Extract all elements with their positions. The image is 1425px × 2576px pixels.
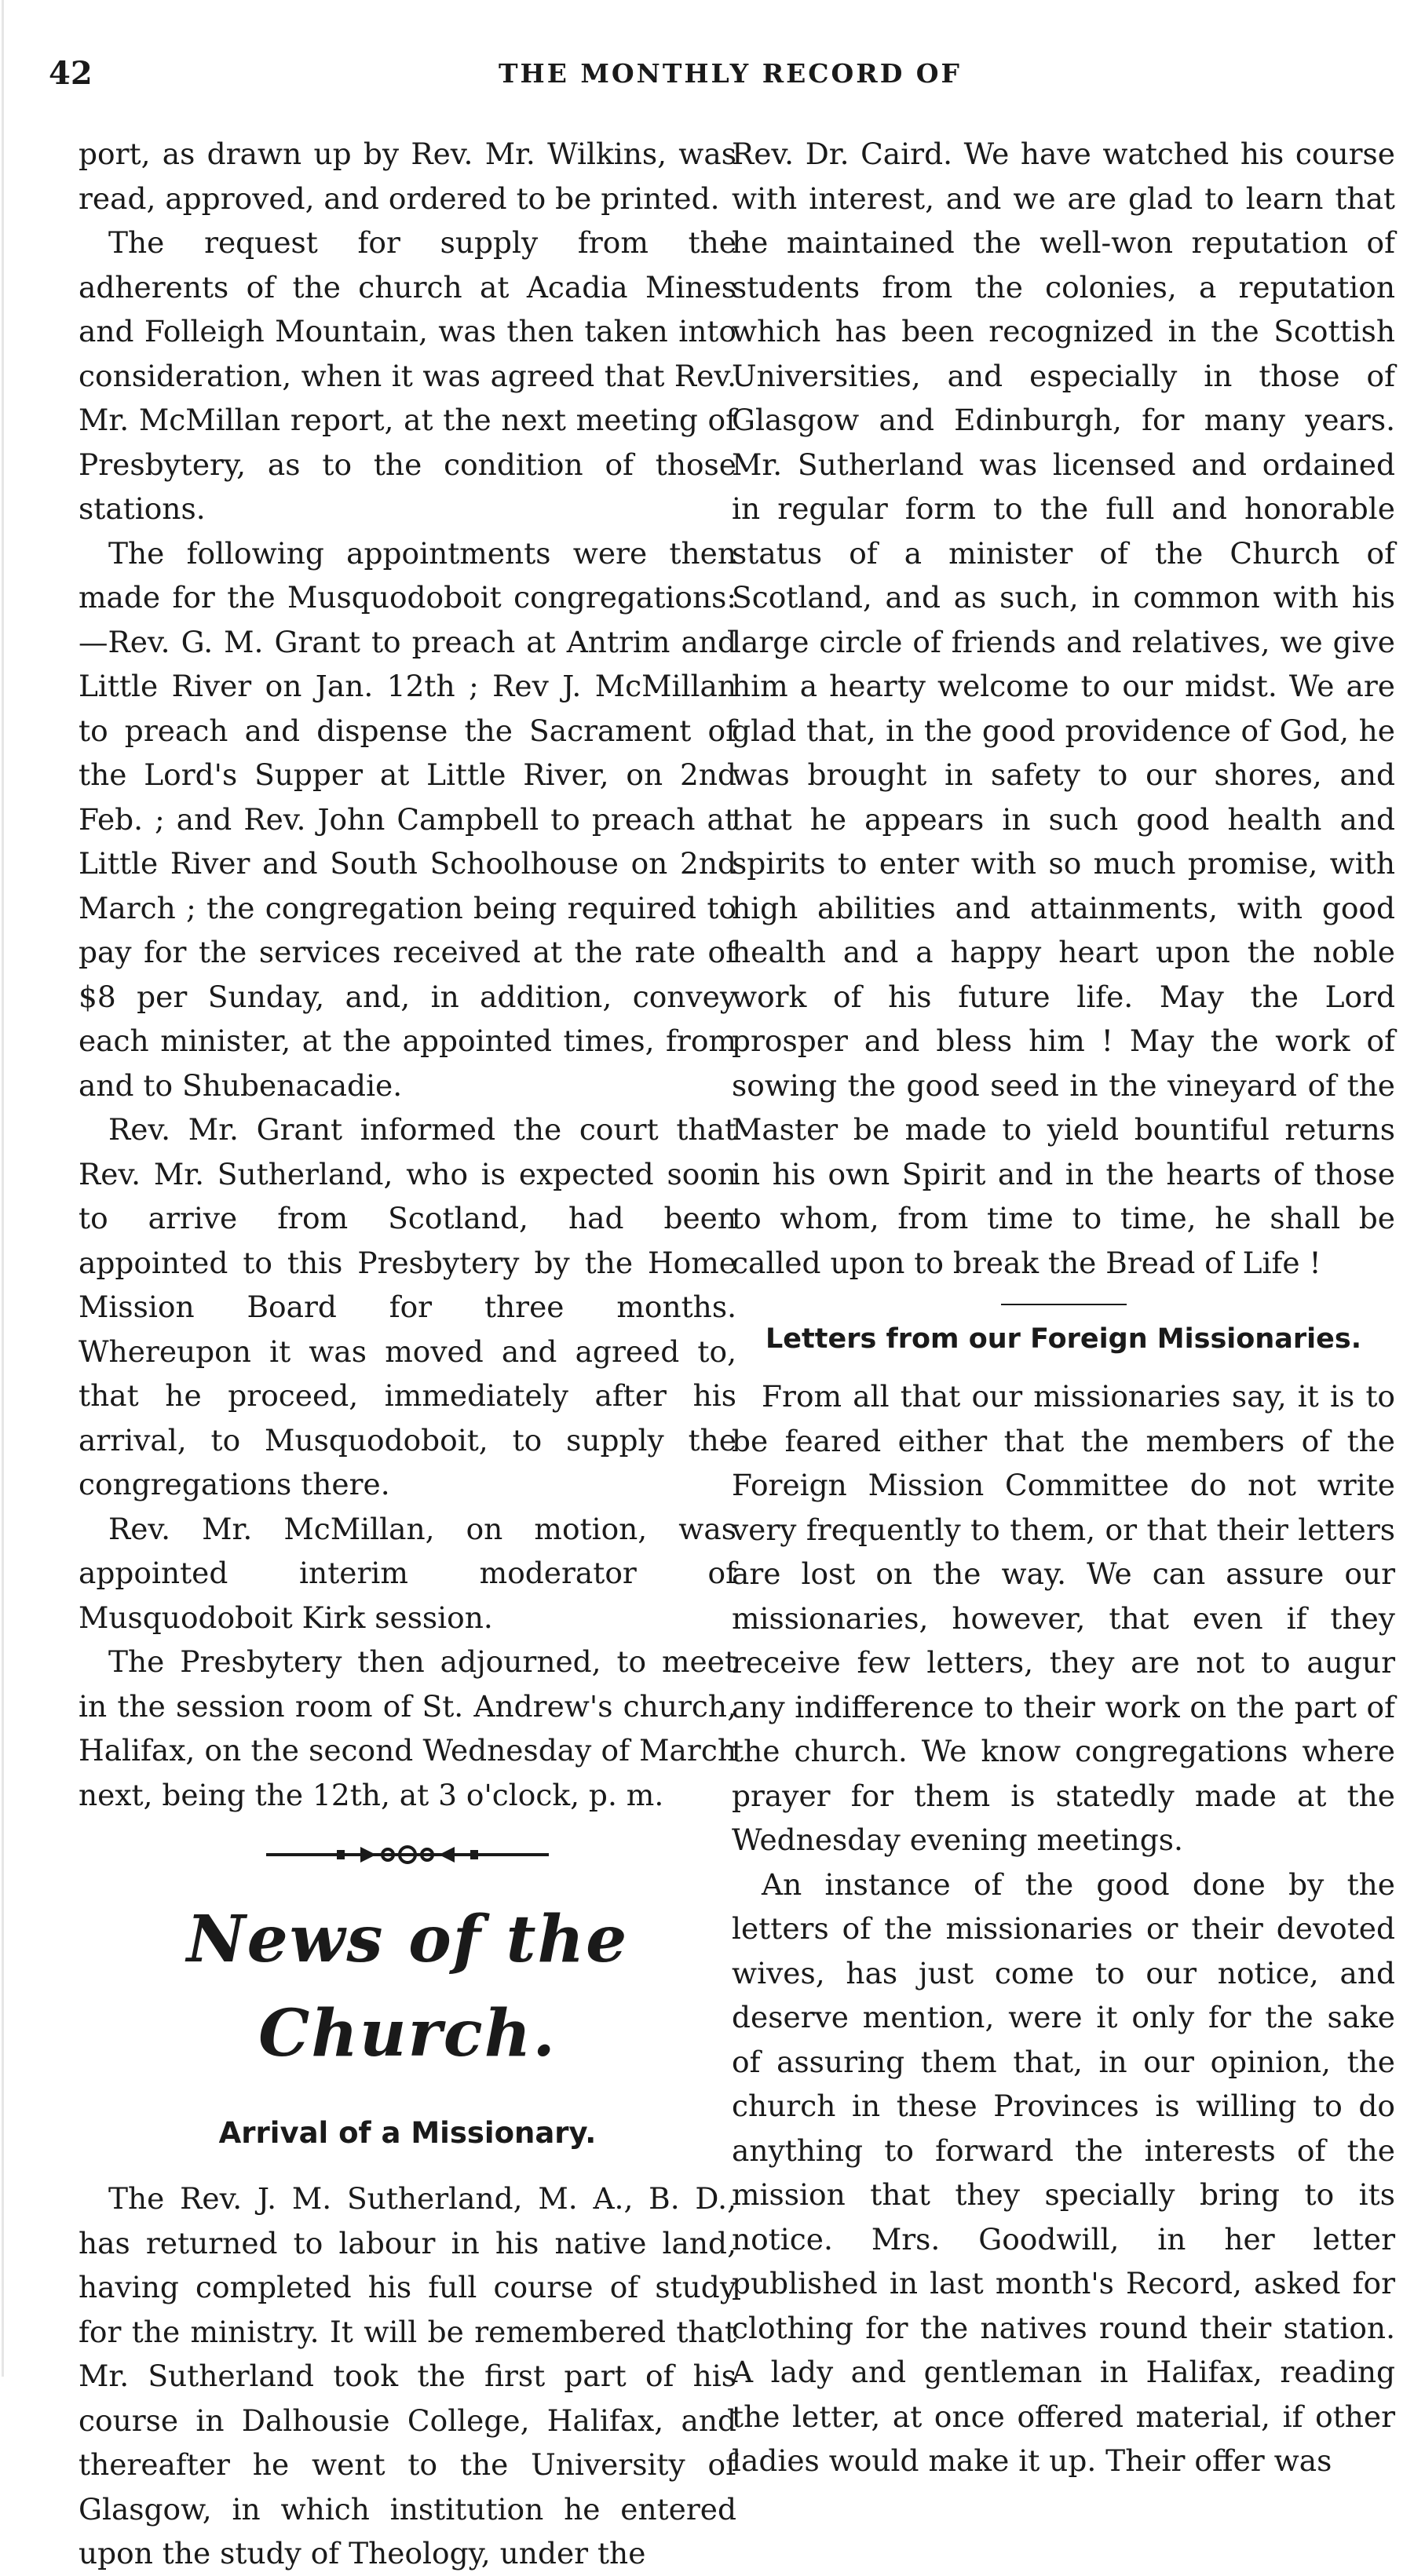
paragraph: Rev. Mr. Grant informed the court that Rev. Mr. Sutherland, who is expected soon to arrive from Scotland, had been appointed to this Presbytery by the Home Mission Board for three months. Whereupon it was moved and agreed to, that he proceed, immediately after his arrival, to Musquodoboit, to supply the congregations there. xyxy=(79,1112,736,1501)
section-rule xyxy=(1001,1304,1127,1305)
page-edge xyxy=(2,0,4,2377)
page-header xyxy=(0,0,1425,102)
running-title: THE MONTHLY RECORD OF xyxy=(499,58,962,89)
paragraph: From all that our missionaries say, it is to be feared either that the members of the Foreign Mission Committee do not write very frequently to them, or that their letters are lost on the way. We can assure our missionaries, however, that even if they receive few letters, they are not to augur any indifference to their work on the part of the church. We know congregations where prayer for them is statedly made at the Wednesday evening meetings. xyxy=(732,1379,1395,1857)
paragraph: port, as drawn up by Rev. Mr. Wilkins, was read, approved, and ordered to be printed. xyxy=(79,137,736,216)
right-column xyxy=(732,132,1395,2483)
paragraph: The request for supply from the adherents of the church at Acadia Mines and Folleigh Mountain, was then taken into consideration, when it was agreed that Rev. Mr. McMillan report, at the next meeting of Presbytery, as to the condition of those stations. xyxy=(79,225,736,526)
paragraph: Rev. Mr. McMillan, on motion, was appointed interim moderator of Musquodoboit Kirk session. xyxy=(79,1511,736,1635)
section-title: News of the Church. xyxy=(186,1902,629,2071)
paragraph: An instance of the good done by the letters of the missionaries or their devoted wives, has just come to our notice, and deserve mention, were it only for the sake of assuring them that, in our opinion, the church in these Provinces is willing to do anything to forward the interests of the mission that they specially bring to its notice. Mrs. Goodwill, in her letter published in last month's Record, asked for clothing for the natives round their station. A lady and gentleman in Halifax, reading the letter, at once offered material, if other ladies would make it up. Their offer was xyxy=(732,1866,1395,2478)
article-heading: Letters from our Foreign Missionaries. xyxy=(765,1323,1361,1355)
paragraph: Rev. Dr. Caird. We have watched his course with interest, and we are glad to learn that he maintained the well-won reputation of students from the colonies, a reputation which has been recognized in the Scottish Universities, and especially in those of Glasgow and Edinburgh, for many years. Mr. Sutherland was licensed and ordained in regular form to the full and honorable status of a minister of the Church of Scotland, and as such, in common with his large circle of friends and relatives, we give him a hearty welcome to our midst. We are glad that, in the good providence of God, he was brought in safety to our shores, and that he appears in such good health and spirits to enter with so much promise, with high abilities and attainments, with good health and a happy heart upon the noble work of his future life. May the Lord prosper and bless him ! May the work of sowing the good seed in the vineyard of the Master be made to yield bountiful returns in his own Spirit and in the hearts of those to whom, from time to time, he shall be called upon to break the Bread of Life ! xyxy=(732,137,1395,1280)
paragraph: The Rev. J. M. Sutherland, M. A., B. D., has returned to labour in his native land, having completed his full course of study for the ministry. It will be remembered that Mr. Sutherland took the first part of his course in Dalhousie College, Halifax, and thereafter he went to the University of Glasgow, in which institution he entered upon the study of Theology, under the xyxy=(79,2181,736,2571)
page-number: 42 xyxy=(49,55,93,92)
ornament-divider xyxy=(250,1839,565,1870)
paragraph: The following appointments were then made for the Musquodoboit congregations:—Rev. G. M. Grant to preach at Antrim and Little River on Jan. 12th ; Rev J. McMillan to preach and dispense the Sacrament of the Lord's Supper at Little River, on 2nd Feb. ; and Rev. John Campbell to preach at Little River and South Schoolhouse on 2nd March ; the congregation being required to pay for the services received at the rate of $8 per Sunday, and, in addition, convey each minister, at the appointed times, from and to Shubenacadie. xyxy=(79,535,736,1103)
paragraph: The Presbytery then adjourned, to meet in the session room of St. Andrew's church, Halifax, on the second Wednesday of March next, being the 12th, at 3 o'clock, p. m. xyxy=(79,1644,736,1812)
left-column xyxy=(79,132,736,2576)
article-heading: Arrival of a Missionary. xyxy=(218,2116,597,2150)
